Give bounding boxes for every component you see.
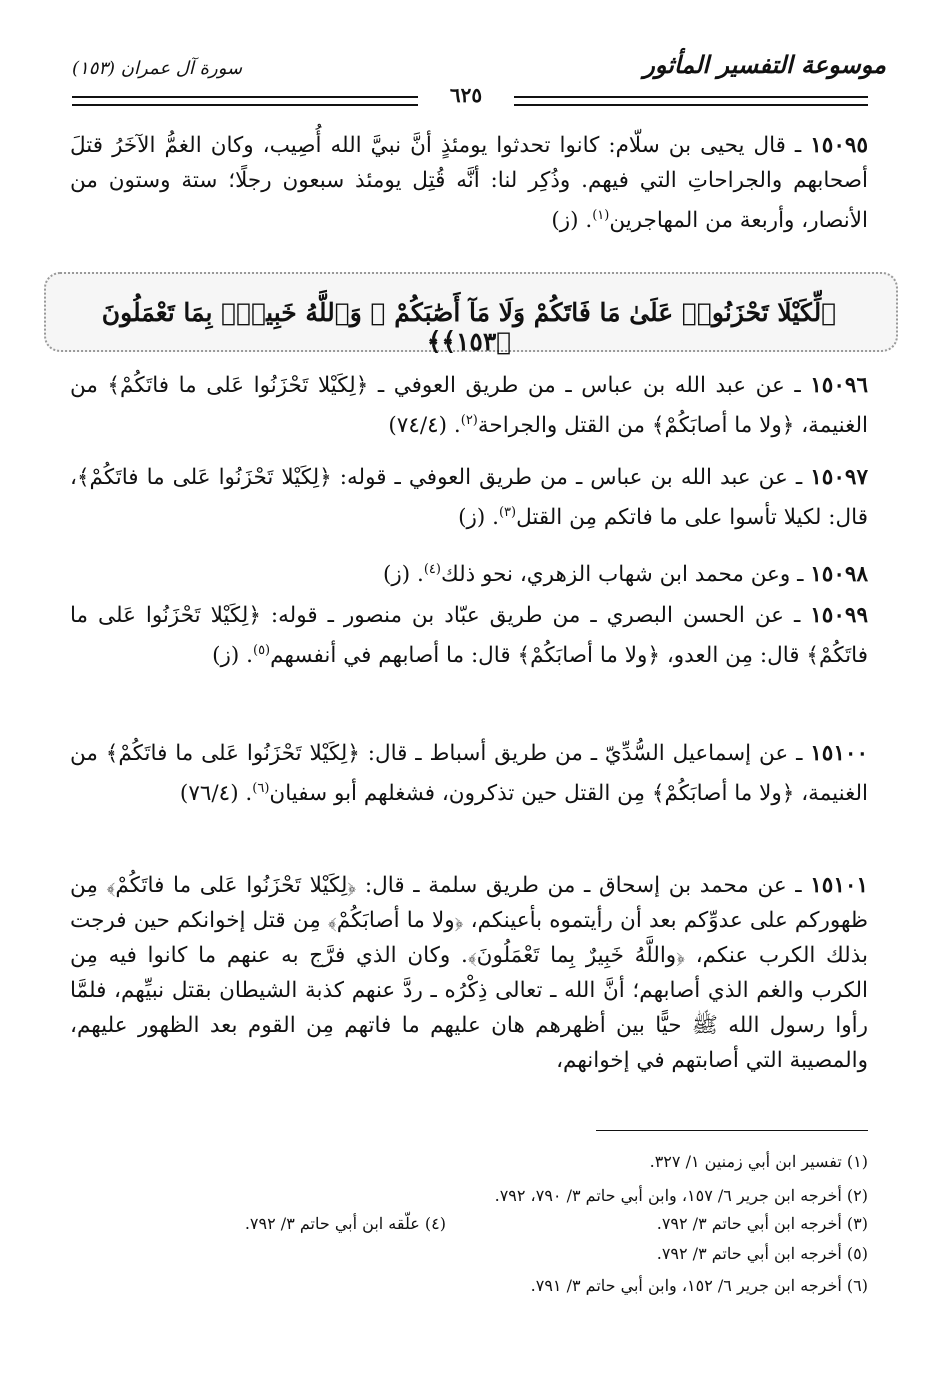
paragraph-tail: . (ز)	[383, 562, 424, 588]
paragraph-text: ـ عن إسماعيل السُّدِّيّ ـ من طريق أسباط ـ قال: ﴿لِكَيْلا تَحْزَنُوا عَلى ما فاتَكُمْ﴾ من الغنيمة، ﴿ولا ما أصابَكُمْ﴾ مِن القتل حين تذكرون، فشغلهم أبو سفيان	[70, 741, 868, 807]
footnote-1: (١) تفسير ابن أبي زمنين ١/ ٣٢٧.	[649, 1152, 868, 1171]
paragraph-15097	[70, 460, 868, 535]
entry-number: ١٥١٠٠	[810, 741, 868, 766]
surah-reference: سورة آل عمران (١٥٣)	[72, 58, 243, 79]
paragraph-tail: . (٧٤/٤)	[388, 413, 461, 439]
paragraph-text: ـ وعن محمد ابن شهاب الزهري، نحو ذلك	[440, 562, 811, 588]
paragraph-tail: . (ز)	[212, 643, 253, 669]
paragraph-15098	[70, 552, 868, 592]
book-title: موسوعة التفسير المأثور	[643, 50, 886, 79]
footnote-ref: (٥)	[252, 643, 271, 658]
paragraph-15100	[70, 736, 868, 811]
entry-number: ١٥٠٩٩	[810, 603, 868, 628]
footnote-2: (٢) أخرجه ابن جرير ٦/ ١٥٧، وابن أبي حاتم ٣/ ٧٩٠، ٧٩٢.	[494, 1186, 868, 1205]
quran-verse: ﴿لِّكَيْلَا تَحْزَنُوا۟ عَلَىٰ مَا فَاتَكُمْ وَلَا مَآ أَصَٰبَكُمْ ۗ وَٱللَّهُ خَبِيرٌۢ بِمَا تَعْمَلُونَ ﴿١٥٣﴾﴾	[101, 298, 837, 356]
paragraph-15096	[70, 368, 868, 443]
footnote-6: (٦) أخرجه ابن جرير ٦/ ١٥٢، وابن أبي حاتم ٣/ ٧٩١.	[530, 1276, 868, 1295]
footnote-4: (٤) علّقه ابن أبي حاتم ٣/ ٧٩٢.	[244, 1214, 446, 1233]
footnote-ref: (١)	[592, 208, 610, 223]
paragraph-text: ـ عن عبد الله بن عباس ـ من طريق العوفي ـ قوله: ﴿لِكَيْلا تَحْزَنُوا عَلى ما فاتَكُمْ﴾، قال: لكيلا تأسوا على ما فاتكم مِن القتل	[70, 465, 868, 531]
entry-number: ١٥٠٩٥	[810, 133, 868, 158]
paragraph-15101	[70, 868, 868, 1078]
entry-number: ١٥٠٩٧	[810, 465, 868, 490]
paragraph-tail: . (ز)	[551, 208, 593, 234]
paragraph-text: ـ عن الحسن البصري ـ من طريق عبّاد بن منصور ـ قوله: ﴿لِكَيْلا تَحْزَنُوا عَلى ما فاتَكُمْ﴾ قال: مِن العدو، ﴿ولا ما أصابَكُمْ﴾ قال: ما أصابهم في أنفسهم	[70, 603, 868, 669]
header-rule-right	[514, 96, 868, 106]
paragraph-text: ـ عن عبد الله بن عباس ـ من طريق العوفي ـ ﴿لِكَيْلا تَحْزَنُوا عَلى ما فاتَكُمْ﴾ من الغنيمة، ﴿ولا ما أصابَكُمْ﴾ من القتل والجراحة	[70, 373, 868, 439]
paragraph-15095	[70, 128, 868, 238]
footnote-3: (٣) أخرجه ابن أبي حاتم ٣/ ٧٩٢.	[656, 1214, 868, 1233]
paragraph-tail: . (ز)	[458, 505, 499, 531]
entry-number: ١٥١٠١	[810, 873, 868, 898]
footnote-5: (٥) أخرجه ابن أبي حاتم ٣/ ٧٩٢.	[656, 1244, 868, 1263]
paragraph-text: ـ عن محمد بن إسحاق ـ من طريق سلمة ـ قال: ﴿لِكَيْلا تَحْزَنُوا عَلى ما فاتَكُمْ﴾ مِن ظهوركم على عدوِّكم بعد أن رأيتموه بأعينكم، ﴿ولا ما أصابَكُمْ﴾ مِن قتل إخوانكم حين فرجت بذلك الكرب عنكم، ﴿واللَّهُ خَبِيرٌ بِما تَعْمَلُونَ﴾. وكان الذي فرَّج به عنهم ما كانوا فيه مِن الكرب والغم الذي أصابهم؛ أنَّ الله ـ تعالى ذِكْرُه ـ ردَّ عنهم كذبة الشيطان بقتل نبيِّهم، فلمَّا رأوا رسول الله ﷺ حيًّا بين أظهرهم هان عليهم ما فاتهم مِن القوم بعد الظهور عليهم، والمصيبة التي أصابتهم في إخوانهم،	[70, 873, 868, 1073]
header-rule-left	[72, 96, 418, 106]
footnote-ref: (٣)	[498, 505, 517, 520]
paragraph-15099	[70, 598, 868, 673]
footnote-rule	[596, 1130, 868, 1131]
page-number: ٦٢٥	[449, 83, 483, 107]
entry-number: ١٥٠٩٨	[810, 562, 868, 588]
footnote-ref: (٦)	[252, 781, 270, 796]
footnote-ref: (٢)	[460, 413, 478, 428]
paragraph-text: ـ قال يحيى بن سلّام: كانوا تحدثوا يومئذٍ أنَّ نبيَّ الله أُصِيب، وكان الغمُّ الآخَرُ قتلَ أصحابهم والجراحاتِ التي فيهم. وذُكِر لنا: أنَّه قُتِل يومئذ سبعون رجلًا؛ ستة وستون من الأنصار، وأربعة من المهاجرين	[70, 133, 868, 234]
entry-number: ١٥٠٩٦	[810, 373, 868, 398]
paragraph-tail: . (٧٦/٤)	[179, 781, 253, 807]
footnote-ref: (٤)	[423, 562, 441, 577]
